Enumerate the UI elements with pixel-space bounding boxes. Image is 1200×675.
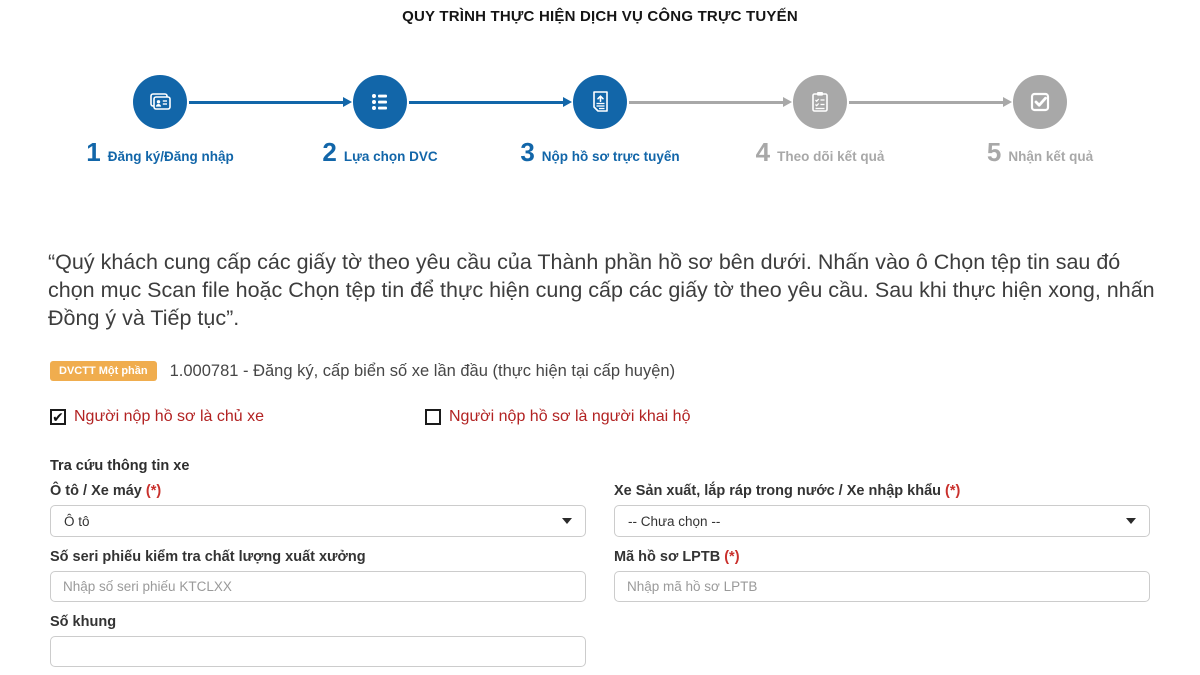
check-square-icon — [1013, 75, 1067, 129]
checkbox-proxy-label: Người nộp hồ sơ là người khai hộ — [449, 408, 691, 425]
step-4-text: Theo dõi kết quả — [777, 149, 885, 164]
step-2-label — [270, 139, 490, 165]
origin-value: -- Chưa chọn -- — [628, 513, 721, 529]
vehicle-type-label — [50, 483, 586, 499]
step-5-nhan-ket-qua — [930, 75, 1150, 165]
dvctt-badge: DVCTT Một phần — [50, 361, 157, 381]
field-seri — [50, 549, 586, 602]
step-2-lua-chon-dvc — [270, 75, 490, 165]
step-3-label — [490, 139, 710, 165]
required-mark: (*) — [724, 549, 740, 565]
seri-label: Số seri phiếu kiểm tra chất lượng xuất xưởng — [50, 549, 366, 565]
chevron-down-icon — [562, 518, 572, 524]
vehicle-type-select[interactable] — [50, 505, 586, 537]
section-title: Tra cứu thông tin xe — [50, 458, 190, 474]
lptb-input[interactable] — [614, 571, 1150, 602]
step-5-label — [930, 139, 1150, 165]
empty-cell — [614, 614, 1150, 667]
instruction-text: “Quý khách cung cấp các giấy tờ theo yêu cầu của Thành phần hồ sơ bên dưới. Nhấn vào ô Chọn tệp tin sau đó chọn mục Scan file hoặc Chọn tệp tin để thực hiện cung cấp các giấy tờ theo yêu cầu. Sau khi thực hiện xong, nhấn Đồng ý và Tiếp tục”. — [48, 250, 1155, 330]
step-2-number: 2 — [322, 137, 337, 167]
vehicle-type-value: Ô tô — [64, 513, 90, 529]
step-1-number: 1 — [86, 137, 101, 167]
step-3-number: 3 — [520, 137, 535, 167]
checkbox-owner[interactable] — [50, 408, 425, 426]
step-5-text: Nhận kết quả — [1008, 149, 1094, 164]
step-3-text: Nộp hồ sơ trực tuyến — [541, 149, 680, 164]
applicant-type-options — [50, 408, 690, 426]
process-steps — [0, 75, 1200, 170]
step-4-number: 4 — [755, 137, 771, 167]
checkbox-owner-box[interactable]: ✔ — [50, 409, 66, 425]
service-title: 1.000781 - Đăng ký, cấp biển số xe lần đầu (thực hiện tại cấp huyện) — [169, 361, 676, 380]
so-khung-input[interactable] — [50, 636, 586, 667]
checkbox-proxy[interactable] — [425, 408, 690, 426]
list-icon — [353, 75, 407, 129]
required-mark: (*) — [145, 483, 162, 499]
lptb-label-text: Mã hồ sơ LPTB — [614, 549, 721, 565]
lptb-label — [614, 549, 1150, 565]
origin-label — [614, 483, 1150, 499]
step-4-theo-doi — [710, 75, 930, 165]
vehicle-type-label-text: Ô tô / Xe máy — [50, 483, 142, 499]
so-khung-label: Số khung — [50, 614, 117, 630]
origin-label-text: Xe Sản xuất, lắp ráp trong nước / Xe nhập khẩu — [614, 483, 941, 499]
service-row — [50, 361, 675, 381]
checkbox-owner-label: Người nộp hồ sơ là chủ xe — [74, 408, 265, 425]
field-origin — [614, 483, 1150, 537]
field-lptb — [614, 549, 1150, 602]
page-title: QUY TRÌNH THỰC HIỆN DỊCH VỤ CÔNG TRỰC TUYẾN — [402, 8, 798, 25]
vehicle-lookup-form — [50, 458, 1150, 667]
step-1-label — [50, 139, 270, 165]
step-3-nop-ho-so — [490, 75, 710, 165]
step-1-text: Đăng ký/Đăng nhập — [107, 149, 234, 164]
clipboard-check-icon — [793, 75, 847, 129]
checkbox-proxy-box[interactable] — [425, 409, 441, 425]
step-2-text: Lựa chọn DVC — [343, 149, 438, 164]
field-vehicle-type — [50, 483, 586, 537]
upload-document-icon — [573, 75, 627, 129]
chevron-down-icon — [1126, 518, 1136, 524]
field-so-khung — [50, 614, 586, 667]
required-mark: (*) — [945, 483, 961, 499]
seri-input[interactable] — [50, 571, 586, 602]
origin-select[interactable] — [614, 505, 1150, 537]
step-4-label — [710, 139, 930, 165]
step-5-number: 5 — [986, 137, 1002, 167]
step-1-dang-ky — [50, 75, 270, 165]
id-card-icon — [133, 75, 187, 129]
